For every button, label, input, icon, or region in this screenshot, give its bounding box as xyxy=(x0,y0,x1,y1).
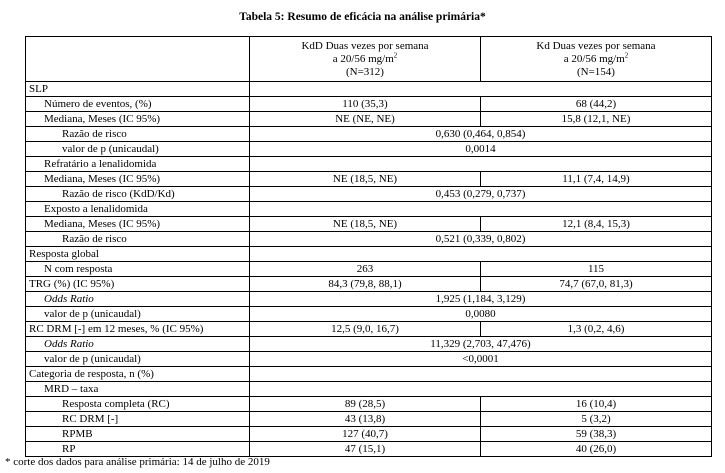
kd-value-cell: 15,8 (12,1, NE) xyxy=(481,112,712,127)
comparison-value-cell: <0,0001 xyxy=(250,352,712,367)
table-row xyxy=(26,82,712,97)
kdd-value-cell: 12,5 (9,0, 16,7) xyxy=(250,322,481,337)
kd-value-cell: 16 (10,4) xyxy=(481,397,712,412)
comparison-value-cell: 0,0014 xyxy=(250,142,712,157)
header-kdd-arm xyxy=(250,37,481,82)
row-label: RPMB xyxy=(26,427,250,442)
kd-value-cell: 59 (38,3) xyxy=(481,427,712,442)
table-row xyxy=(26,172,712,187)
row-label: Odds Ratio xyxy=(26,337,250,352)
table-row xyxy=(26,262,712,277)
header-kd-arm xyxy=(481,37,712,82)
section-empty-cell xyxy=(250,382,712,397)
row-label: Resposta global xyxy=(26,247,250,262)
comparison-value-cell: 0,521 (0,339, 0,802) xyxy=(250,232,712,247)
kdd-value-cell: 89 (28,5) xyxy=(250,397,481,412)
row-label: Odds Ratio xyxy=(26,292,250,307)
kd-value-cell: 40 (26,0) xyxy=(481,442,712,457)
kdd-value-cell: 43 (13,8) xyxy=(250,412,481,427)
table-row xyxy=(26,202,712,217)
row-label: Categoria de resposta, n (%) xyxy=(26,367,250,382)
comparison-value-cell: 0,0080 xyxy=(250,307,712,322)
kdd-value-cell: 263 xyxy=(250,262,481,277)
table-row xyxy=(26,97,712,112)
efficacy-table-body xyxy=(26,37,712,457)
comparison-value-cell: 0,453 (0,279, 0,737) xyxy=(250,187,712,202)
kd-value-cell: 5 (3,2) xyxy=(481,412,712,427)
row-label: Mediana, Meses (IC 95%) xyxy=(26,217,250,232)
table-row xyxy=(26,322,712,337)
kdd-value-cell: NE (18,5, NE) xyxy=(250,217,481,232)
section-empty-cell xyxy=(250,367,712,382)
row-label: SLP xyxy=(26,82,250,97)
table-row xyxy=(26,232,712,247)
section-empty-cell xyxy=(250,247,712,262)
comparison-value-cell: 11,329 (2,703, 47,476) xyxy=(250,337,712,352)
table-row xyxy=(26,337,712,352)
header-kdd-dose-sup: 2 xyxy=(393,50,398,59)
table-row xyxy=(26,427,712,442)
kd-value-cell: 1,3 (0,2, 4,6) xyxy=(481,322,712,337)
header-kdd-line1: KdD Duas vezes por semana xyxy=(301,39,429,52)
kd-value-cell: 12,1 (8,4, 15,3) xyxy=(481,217,712,232)
comparison-value-cell: 1,925 (1,184, 3,129) xyxy=(250,292,712,307)
header-kdd-line3: (N=312) xyxy=(346,65,384,78)
header-kd-line2 xyxy=(484,50,708,66)
row-label: RC DRM [-] xyxy=(26,412,250,427)
header-kd-line3: (N=154) xyxy=(577,65,615,78)
table-row xyxy=(26,127,712,142)
kd-value-cell: 74,7 (67,0, 81,3) xyxy=(481,277,712,292)
row-label: Razão de risco xyxy=(26,127,250,142)
kd-value-cell: 11,1 (7,4, 14,9) xyxy=(481,172,712,187)
comparison-value-cell: 0,630 (0,464, 0,854) xyxy=(250,127,712,142)
row-label: TRG (%) (IC 95%) xyxy=(26,277,250,292)
table-row xyxy=(26,412,712,427)
row-label: MRD – taxa xyxy=(26,382,250,397)
section-empty-cell xyxy=(250,82,712,97)
kdd-value-cell: NE (18,5, NE) xyxy=(250,172,481,187)
kd-value-cell: 68 (44,2) xyxy=(481,97,712,112)
row-label: valor de p (unicaudal) xyxy=(26,142,250,157)
row-label: Exposto a lenalidomida xyxy=(26,202,250,217)
header-kd-dose: a 20/56 mg/m xyxy=(563,52,625,65)
row-label: Mediana, Meses (IC 95%) xyxy=(26,112,250,127)
table-row xyxy=(26,352,712,367)
header-kd-dose-sup: 2 xyxy=(624,50,629,59)
kdd-value-cell: NE (NE, NE) xyxy=(250,112,481,127)
kdd-value-cell: 47 (15,1) xyxy=(250,442,481,457)
comparison-value-cell xyxy=(250,202,712,217)
table-row xyxy=(26,187,712,202)
row-label: Razão de risco xyxy=(26,232,250,247)
table-row xyxy=(26,217,712,232)
kdd-value-cell: 127 (40,7) xyxy=(250,427,481,442)
table-row xyxy=(26,292,712,307)
row-label: Refratário a lenalidomida xyxy=(26,157,250,172)
table-row xyxy=(26,382,712,397)
table-footnote: * corte dos dados para análise primária: 14 de julho de 2019 xyxy=(5,456,270,468)
table-row xyxy=(26,157,712,172)
table-caption: Tabela 5: Resumo de eficácia na análise primária* xyxy=(239,11,486,23)
kdd-value-cell: 110 (35,3) xyxy=(250,97,481,112)
row-label: valor de p (unicaudal) xyxy=(26,352,250,367)
table-row xyxy=(26,112,712,127)
kdd-value-cell: 84,3 (79,8, 88,1) xyxy=(250,277,481,292)
header-kd-line1: Kd Duas vezes por semana xyxy=(536,39,656,52)
efficacy-table xyxy=(25,36,712,457)
kd-value-cell: 115 xyxy=(481,262,712,277)
row-label: RC DRM [-] em 12 meses, % (IC 95%) xyxy=(26,322,250,337)
header-empty-cell xyxy=(26,37,250,82)
row-label: Resposta completa (RC) xyxy=(26,397,250,412)
table-row xyxy=(26,307,712,322)
table-header-row xyxy=(26,37,712,82)
row-label: valor de p (unicaudal) xyxy=(26,307,250,322)
header-kdd-line2 xyxy=(253,50,477,66)
comparison-value-cell xyxy=(250,157,712,172)
table-row xyxy=(26,247,712,262)
table-row xyxy=(26,397,712,412)
row-label: RP xyxy=(26,442,250,457)
row-label: Razão de risco (KdD/Kd) xyxy=(26,187,250,202)
table-row xyxy=(26,142,712,157)
header-kdd-dose: a 20/56 mg/m xyxy=(332,52,394,65)
row-label: N com resposta xyxy=(26,262,250,277)
row-label: Mediana, Meses (IC 95%) xyxy=(26,172,250,187)
table-row xyxy=(26,367,712,382)
row-label: Número de eventos, (%) xyxy=(26,97,250,112)
table-row xyxy=(26,277,712,292)
